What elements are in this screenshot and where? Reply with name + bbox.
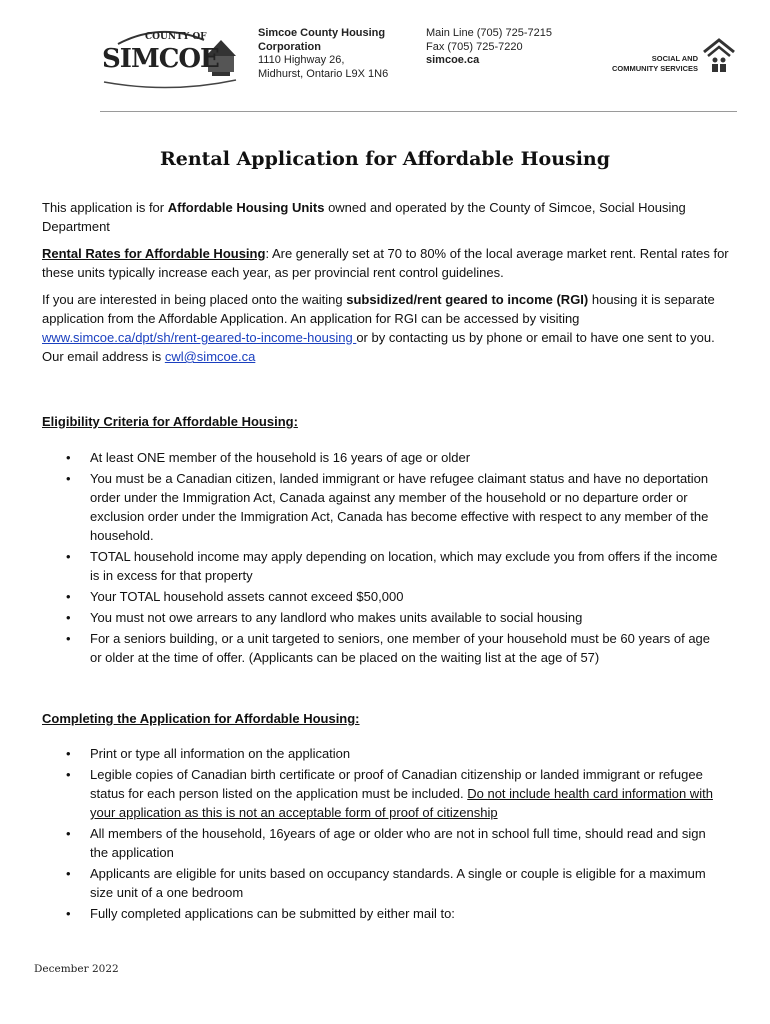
list-item-underlined: Do not include health card information with your application as this is not an acceptable form of proof of citizenship [90,786,713,820]
intro-paragraph-2 [42,244,732,282]
county-logo [100,22,240,92]
list-item: • Your TOTAL household assets cannot exceed $50,000 [62,587,722,606]
list-item: • All members of the household, 16years of age or older who are not in school full time, should read and sign the application [62,824,722,862]
intro-p3-text-2: housing it is separate application from the Affordable Application. An application for RGI can be accessed by visiting [42,292,715,326]
list-item [62,765,722,822]
social-services-line-2: COMMUNITY SERVICES [612,64,698,73]
rgi-link[interactable]: www.simcoe.ca/dpt/sh/rent-geared-to-income-housing [42,330,357,345]
rental-rates-text: : Are generally set at 70 to 80% of the local average market rent. Rental rates for these units typically increase each year, as per provincial rent control guidelines. [42,246,729,280]
social-services-logo [606,38,736,78]
footer-date: December 2022 [34,963,119,975]
logo-top-text: COUNTY OF [145,32,207,42]
fax-line: Fax (705) 725-7220 [426,40,523,53]
page-title: Rental Application for Affordable Housing [159,148,611,170]
intro-paragraph-1 [42,198,732,236]
logo-main-text: SIMCOE [102,44,219,74]
intro-paragraph-3 [42,290,732,366]
org-name-line-2: Corporation [258,40,321,53]
intro-p1-text: This application is for [42,200,168,215]
intro-p1-bold: Affordable Housing Units [167,200,325,215]
house-icon [702,38,736,74]
rgi-bold: subsidized/rent geared to income (RGI) [346,292,589,307]
website-link[interactable]: simcoe.ca [426,54,480,66]
intro-p3-text: If you are interested in being placed onto the waiting [42,292,347,307]
list-item: • TOTAL household income may apply depending on location, which may exclude you from offers if the income is in excess for that property [62,547,722,585]
email-link[interactable]: cwl@simcoe.ca [164,349,256,364]
header-divider [100,111,737,112]
org-name-line-1: Simcoe County Housing [258,27,386,39]
org-address-block [258,27,388,81]
list-item: • Print or type all information on the application [62,744,722,763]
main-line: Main Line (705) 725-7215 [426,27,552,39]
eligibility-list [62,448,722,669]
list-item-text: Legible copies of Canadian birth certificate or proof of Canadian citizenship or landed immigrant or refugee status for each person listed on the application must be included. [90,767,703,801]
contact-block [426,27,552,68]
social-services-line-1: SOCIAL AND [651,54,698,63]
completing-heading: Completing the Application for Affordable Housing: [42,711,360,726]
list-item: • You must not owe arrears to any landlord who makes units available to social housing [62,608,722,627]
completing-list [62,744,722,925]
rental-rates-label: Rental Rates for Affordable Housing [42,246,266,261]
eligibility-heading: Eligibility Criteria for Affordable Housing: [42,414,298,429]
intro-p1-text-2: owned and operated by the County of Simcoe, Social Housing Department [42,200,686,234]
intro-p3-text-3: or by contacting us by phone or email to have one sent to you. Our email address is [42,330,715,364]
address-line-1: 1110 Highway 26, [258,54,345,66]
list-item: • You must be a Canadian citizen, landed immigrant or have refugee claimant status and have no deportation order under the Immigration Act, Canada against any member of the household or no departure order or exclusion order under the Immigration Act, Canada has become effective with respect to any member of the household. [62,469,722,545]
list-item: • Fully completed applications can be submitted by either mail to: [62,904,722,923]
address-line-2: Midhurst, Ontario L9X 1N6 [258,67,389,80]
list-item: • At least ONE member of the household is 16 years of age or older [62,448,722,467]
list-item: • For a seniors building, or a unit targeted to seniors, one member of your household must be 60 years of age or older at the time of offer. (Applicants can be placed on the waiting list at the age of 57) [62,629,722,667]
list-item: • Applicants are eligible for units based on occupancy standards. A single or couple is eligible for a maximum size unit of a one bedroom [62,864,722,902]
